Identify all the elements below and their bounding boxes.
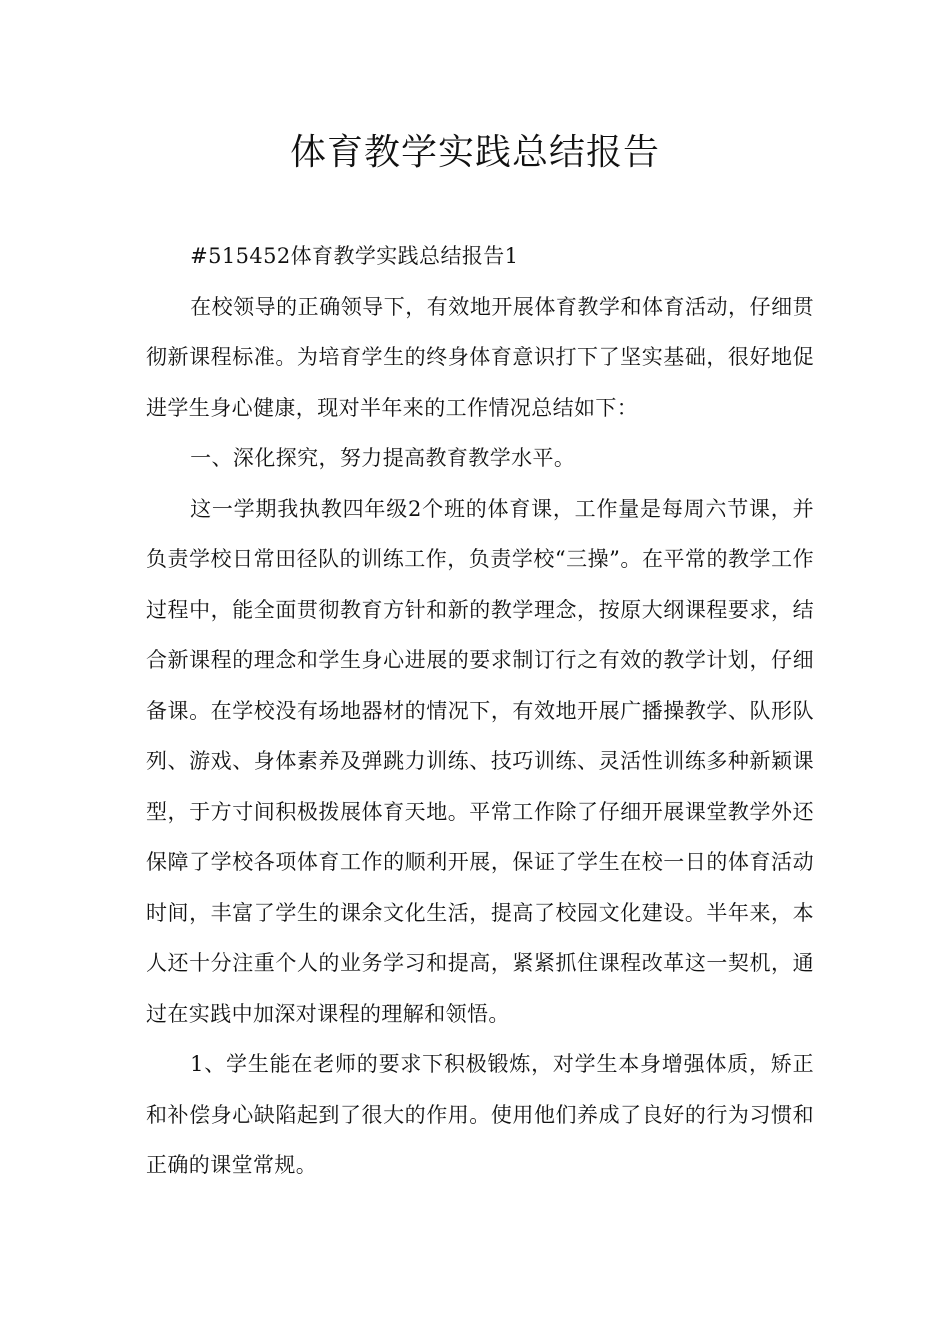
document-title: 体育教学实践总结报告 <box>289 132 660 173</box>
teaching-work-paragraph: 这一学期我执教四年级2个班的体育课，工作量是每周六节课，并负责学校日常田径队的训练工作，负责学校“三操”。在平常的教学工作过程中，能全面贯彻教育方针和新的教学理念，按原大纲课程要求，结合新课程的理念和学生身心进展的要求制订行之有效的教学计划，仔细备课。在学校没有场地器材的情况下，有效地开展广播操教学、队形队列、游戏、身体素养及弹跳力训练、技巧训练、灵活性训练多种新颖课型，于方寸间积极拨展体育天地。平常工作除了仔细开展课堂教学外还保障了学校各项体育工作的顺利开展，保证了学生在校一日的体育活动时间，丰富了学生的课余文化生活，提高了校园文化建设。半年来，本人还十分注重个人的业务学习和提高，紧紧抓住课程改革这一契机，通过在实践中加深对课程的理解和领悟。 <box>146 496 814 1026</box>
document-body <box>146 231 814 1191</box>
report-subtitle: #515452体育教学实践总结报告1 <box>190 244 519 268</box>
section-heading-1: 一、深化探究，努力提高教育教学水平。 <box>190 446 576 470</box>
point-1-paragraph: 1、学生能在老师的要求下积极锻炼，对学生本身增强体质，矫正和补偿身心缺陷起到了很大的作用。使用他们养成了良好的行为习惯和正确的课堂常规。 <box>146 1052 814 1177</box>
intro-paragraph: 在校领导的正确领导下，有效地开展体育教学和体育活动，仔细贯彻新课程标准。为培育学生的终身体育意识打下了坚实基础，很好地促进学生身心健康，现对半年来的工作情况总结如下： <box>146 294 814 420</box>
